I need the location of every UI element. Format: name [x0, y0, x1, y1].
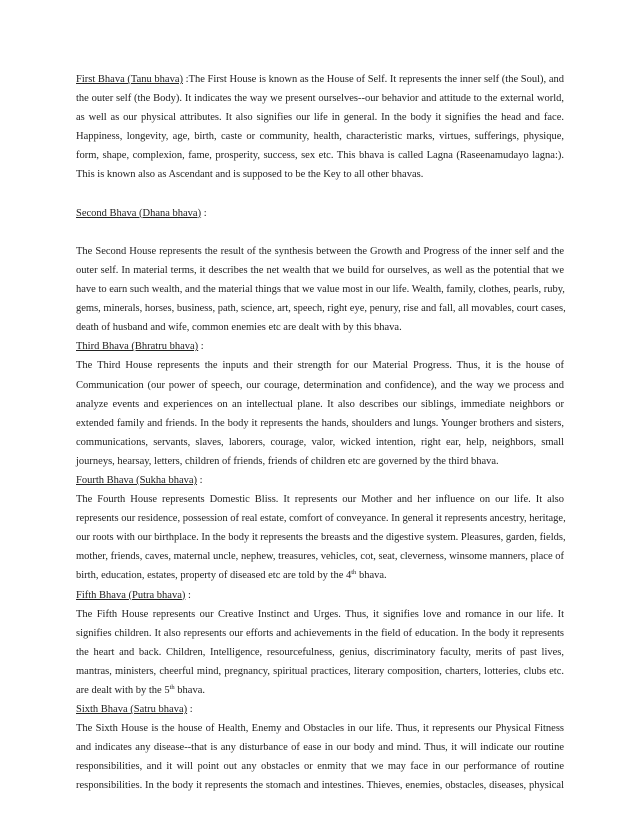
text-line: have to earn such wealth, and the material things that we value most in our life. Wealth, family, clothes, pearls, ruby, — [76, 284, 565, 296]
text-line: The Third House represents the inputs and their strength for our Material Progress. Thus, it is the house of — [76, 360, 564, 372]
section-heading-line — [76, 586, 564, 605]
section-heading-line — [76, 204, 564, 223]
line-text: bhava. — [174, 685, 205, 696]
document-page — [76, 70, 564, 796]
section-heading: Fifth Bhava (Putra bhava) — [76, 589, 186, 601]
text-line: extended family and friends. In the body it represents the hands, shoulders and lungs. Younger brothers and sisters, — [76, 417, 564, 429]
text-line: form, shape, complexion, fame, prosperity, success, sex etc. This bhava is called Lagna (Raseenamudayo lagna:). — [76, 150, 564, 162]
section-heading-line — [76, 337, 564, 356]
text-line: outer self. In material terms, it describes the net wealth that we build for ourselves, as well as the potential that we — [76, 264, 564, 276]
section-second-bhava — [76, 204, 564, 338]
section-heading: Third Bhava (Bhratru bhava) — [76, 341, 199, 353]
section-heading: First Bhava (Tanu bhava) — [76, 74, 183, 85]
text-line: and indicates any disease--that is any disturbance of ease in our body and mind. Thus, it will indicate our routine — [76, 742, 564, 754]
text-line: death of husband and wife, common enemies etc are dealt with by this bhava. — [76, 322, 402, 334]
text-line: Communication (our power of speech, our courage, determination and confidence), and the way we process and — [76, 379, 564, 391]
section-fourth-bhava — [76, 471, 564, 586]
text-line: signifies children. It also represents our efforts and achievements in the field of education. In the body it represents — [76, 627, 564, 639]
section-sixth-bhava — [76, 700, 564, 795]
heading-suffix: : — [185, 589, 191, 601]
text-line: mantras, ministers, cheerful mind, pregnancy, spiritual practices, literary composition, charters, lotteries, clubs etc. — [76, 665, 564, 677]
text-line: The Fifth House represents our Creative Instinct and Urges. Thus, it signifies love and romance in our life. It — [76, 608, 564, 620]
line-text: birth, education, estates, property of diseased etc are told by the 4 — [76, 570, 352, 582]
text-line: the heart and back. Children, Intelligence, resourcefulness, genius, discriminatory faculty, merits of past lives, — [76, 646, 564, 658]
text-line: our roots with our birthplace. In the body it represents the breasts and the digestive system. Pleasures, garden, fields, — [76, 532, 566, 544]
text-line: gems, minerals, horses, business, path, science, art, speech, right eye, penury, rise and fall, all movables, court cases, — [76, 303, 566, 315]
ordinal-suffix: th — [169, 684, 175, 691]
text-line: This is known also as Ascendant and is supposed to be the Key to all other bhavas. — [76, 169, 424, 181]
text-line: represents our residence, possession of real estate, comfort of conveyance. In general it represents ancestry, heritage, — [76, 513, 566, 525]
text-line: responsibilities, and it will point out any obstacles or enmity that we may face in our performance of routine — [76, 761, 564, 773]
text-line: as well as our physical attributes. It also signifies our life in general. In the body it signifies the head and face. — [76, 112, 564, 124]
heading-suffix: : — [198, 341, 204, 353]
text-line: The Sixth House is the house of Health, Enemy and Obstacles in our life. Thus, it represents our Physical Fitness — [76, 723, 564, 735]
section-heading: Sixth Bhava (Satru bhava) — [76, 704, 188, 716]
text-line: communications, servants, slaves, laborers, courage, valor, wicked intention, right ear, help, neighbors, small — [76, 436, 564, 448]
text-line: the outer self (the Body). It indicates the way we present ourselves--our behavior and attitude to the external world, — [76, 93, 564, 105]
section-first-bhava — [76, 70, 564, 185]
text-line — [76, 566, 564, 585]
text-line: mother, friends, caves, maternal uncle, nephew, treasures, vehicles, cot, seat, cleverness, winsome manners, place of — [76, 551, 564, 563]
text-line: responsibilities. In the body it represents the stomach and intestines. Thieves, enemies, obstacles, diseases, physical — [76, 780, 564, 792]
section-heading-line — [76, 471, 564, 490]
text-line: Happiness, longevity, age, birth, caste or community, health, characteristic marks, virtues, sufferings, physique, — [76, 131, 564, 143]
line-text: bhava. — [356, 570, 387, 582]
text-line: analyze events and experiences on an intellectual plane. It also describes our siblings, immediate neighbors or — [76, 398, 564, 410]
heading-suffix: : — [201, 207, 207, 219]
heading-suffix: : — [197, 474, 203, 486]
line-text: :The First House is known as the House of Self. It represents the inner self (the Soul), and — [182, 74, 564, 85]
section-heading: Fourth Bhava (Sukha bhava) — [76, 474, 198, 486]
section-heading: Second Bhava (Dhana bhava) — [76, 207, 202, 219]
text-line: The Second House represents the result of the synthesis between the Growth and Progress of the inner self and the — [76, 245, 564, 257]
line-text: are dealt with by the 5 — [76, 685, 170, 696]
section-fifth-bhava — [76, 586, 564, 701]
text-line — [76, 681, 564, 700]
ordinal-suffix: th — [351, 569, 357, 577]
text-line: The Fourth House represents Domestic Bliss. It represents our Mother and her influence on our life. It also — [76, 494, 564, 506]
section-third-bhava — [76, 337, 564, 471]
text-line: journeys, hearsay, letters, children of friends, friends of children etc are governed by the third bhava. — [76, 455, 499, 467]
heading-suffix: : — [187, 704, 193, 716]
section-heading-line — [76, 700, 564, 719]
text-line — [76, 70, 564, 89]
